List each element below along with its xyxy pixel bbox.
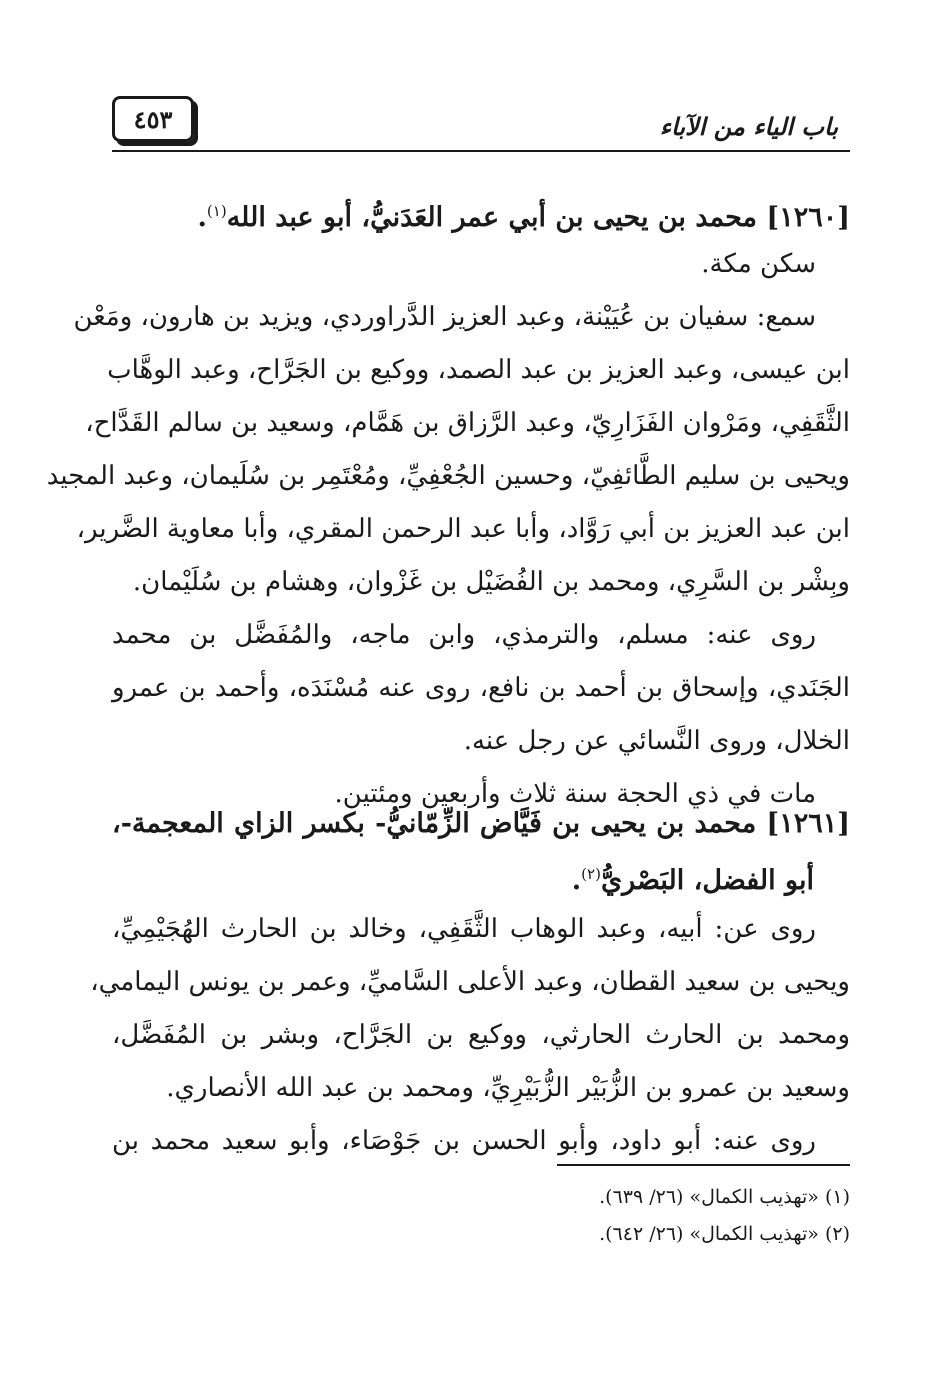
body-line: روى عن: أبيه، وعبد الوهاب الثَّقَفِي، وخالد بن الحارث الهُجَيْمِيِّ، (112, 914, 816, 944)
entry-1260-heading-text: [١٢٦٠] محمد بن يحيى بن أبي عمر العَدَنيُّ، أبو عبد الله (226, 202, 850, 233)
body-line: روى عنه: أبو داود، وأبو الحسن بن جَوْصَاء، وأبو سعيد محمد بن (112, 1126, 816, 1156)
footnote-text: «تهذيب الكمال» (٢٦/ ٦٤٢). (599, 1223, 819, 1245)
entry-1260-heading (112, 185, 850, 237)
body-line: ويحيى بن سعيد القطان، وعبد الأعلى السَّاميِّ، وعمر بن يونس اليمامي، (90, 967, 850, 997)
entry-1261-heading-cont-text: أبو الفضل، البَصْريُّ (600, 865, 814, 896)
entry-1261-heading: [١٢٦١] محمد بن يحيى بن فَيَّاض الزِّمّانيُّ- بكسر الزاي المعجمة-، (112, 808, 850, 839)
footnote-1 (599, 1182, 850, 1212)
body-line: وسعيد بن عمرو بن الزُّبَيْر الزُّبَيْرِيِّ، ومحمد بن عبد الله الأنصاري. (166, 1073, 850, 1103)
body-line: روى عنه: مسلم، والترمذي، وابن ماجه، والمُفَضَّل بن محمد (112, 620, 816, 650)
heading-period: . (197, 202, 207, 233)
body-line: سكن مكة. (701, 249, 816, 279)
page-number: ٤٥٣ (133, 104, 173, 134)
footnote-2 (599, 1219, 850, 1249)
body-line: ابن عبد العزيز بن أبي رَوَّاد، وأبا عبد الرحمن المقري، وأبا معاوية الضَّرير، (76, 514, 850, 544)
footnote-number: (١) (824, 1186, 850, 1208)
body-line: ابن عيسى، وعبد العزيز بن عبد الصمد، ووكيع بن الجَرَّاح، وعبد الوهَّاب (107, 355, 850, 385)
page-number-box (112, 96, 194, 142)
footnote-text: «تهذيب الكمال» (٢٦/ ٦٣٩). (599, 1186, 819, 1208)
header-rule (112, 150, 850, 152)
footnote-ref-1: (١) (206, 202, 227, 220)
footnote-rule (557, 1164, 850, 1166)
footnote-number: (٢) (824, 1223, 850, 1245)
footnote-ref-2: (٢) (581, 865, 601, 883)
body-line: سمع: سفيان بن عُيَيْنة، وعبد العزيز الدَّراوردي، ويزيد بن هارون، ومَعْن (73, 302, 816, 332)
body-line: وبِشْر بن السَّرِي، ومحمد بن الفُضَيْل بن غَزْوان، وهشام بن سُلَيْمان. (132, 567, 850, 597)
body-line: ويحيى بن سليم الطَّائفِيّ، وحسين الجُعْفِيِّ، ومُعْتَمِر بن سُلَيمان، وعبد المجيد (46, 461, 850, 491)
running-head: باب الياء من الآباء (659, 112, 838, 141)
heading-period: . (571, 865, 582, 896)
body-line: الجَنَدي، وإسحاق بن أحمد بن نافع، روى عنه مُسْنَدَه، وأحمد بن عمرو (112, 673, 850, 703)
entry-1261-heading-cont (112, 848, 814, 900)
body-line: الخلال، وروى النَّسائي عن رجل عنه. (463, 726, 850, 756)
body-line: الثَّقَفِي، ومَرْوان الفَزَارِيّ، وعبد الرَّزاق بن هَمَّام، وسعيد بن سالم القَدَّاح، (85, 408, 850, 438)
body-line: ومحمد بن الحارث الحارثي، ووكيع بن الجَرَّاح، وبشر بن المُفَضَّل، (112, 1020, 850, 1050)
body-line: مات في ذي الحجة سنة ثلاث وأربعين ومئتين. (334, 779, 816, 809)
